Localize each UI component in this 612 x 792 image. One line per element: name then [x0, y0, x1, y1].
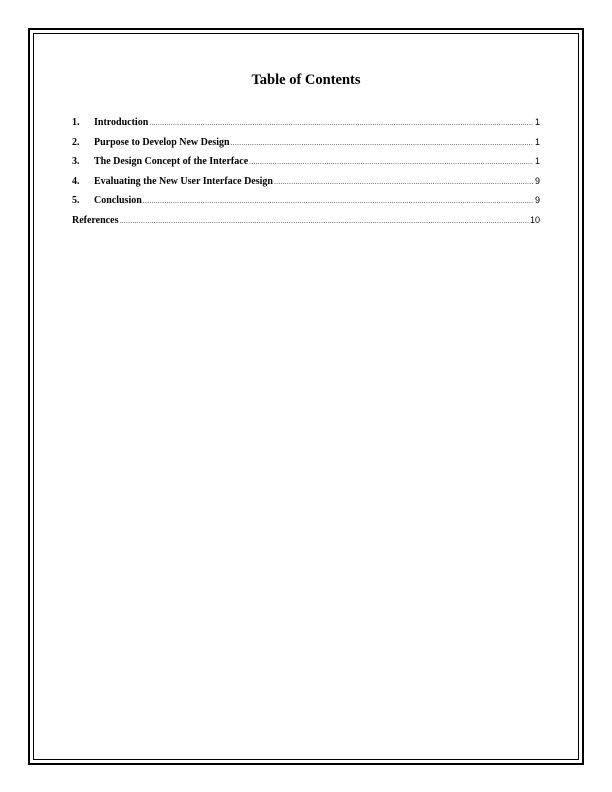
toc-entry-number: 2.: [72, 136, 80, 148]
toc-dot-leader: [149, 116, 533, 132]
toc-entry-label: References: [72, 214, 119, 226]
toc-entry-conclusion[interactable]: [72, 192, 540, 212]
toc-entry-evaluating[interactable]: [72, 173, 540, 193]
toc-dot-leader: [249, 155, 533, 171]
toc-entry-label: Conclusion: [94, 195, 142, 207]
toc-entry-label: The Design Concept of the Interface: [94, 156, 249, 168]
toc-entry-label: Evaluating the New User Interface Design: [94, 175, 273, 187]
toc-entry-number: 4.: [72, 175, 80, 187]
toc-entry-number: 5.: [72, 195, 80, 207]
toc-entry-design-concept[interactable]: [72, 153, 540, 173]
toc-entry-page: 9: [534, 175, 540, 186]
toc-title: Table of Contents: [251, 72, 361, 88]
toc-dot-leader: [231, 136, 533, 152]
toc-entry-page: 10: [529, 214, 540, 225]
toc-dot-leader: [119, 214, 529, 230]
toc-entry-page: 9: [534, 195, 540, 206]
toc-entry-page: 1: [534, 117, 540, 127]
toc-dot-leader: [274, 175, 533, 191]
toc-entry-introduction[interactable]: [72, 114, 540, 134]
toc-entry-page: 1: [534, 136, 540, 147]
toc-entry-number: 3.: [72, 156, 80, 168]
toc-entry-references[interactable]: [72, 212, 540, 232]
toc-entry-number: 1.: [72, 117, 80, 128]
toc-dot-leader: [143, 194, 533, 210]
toc-entry-page: 1: [534, 156, 540, 167]
toc-entry-label: Introduction: [94, 117, 149, 128]
toc-entry-label: Purpose to Develop New Design: [94, 136, 230, 148]
toc-entry-purpose[interactable]: [72, 134, 540, 154]
toc-list: [72, 114, 540, 232]
